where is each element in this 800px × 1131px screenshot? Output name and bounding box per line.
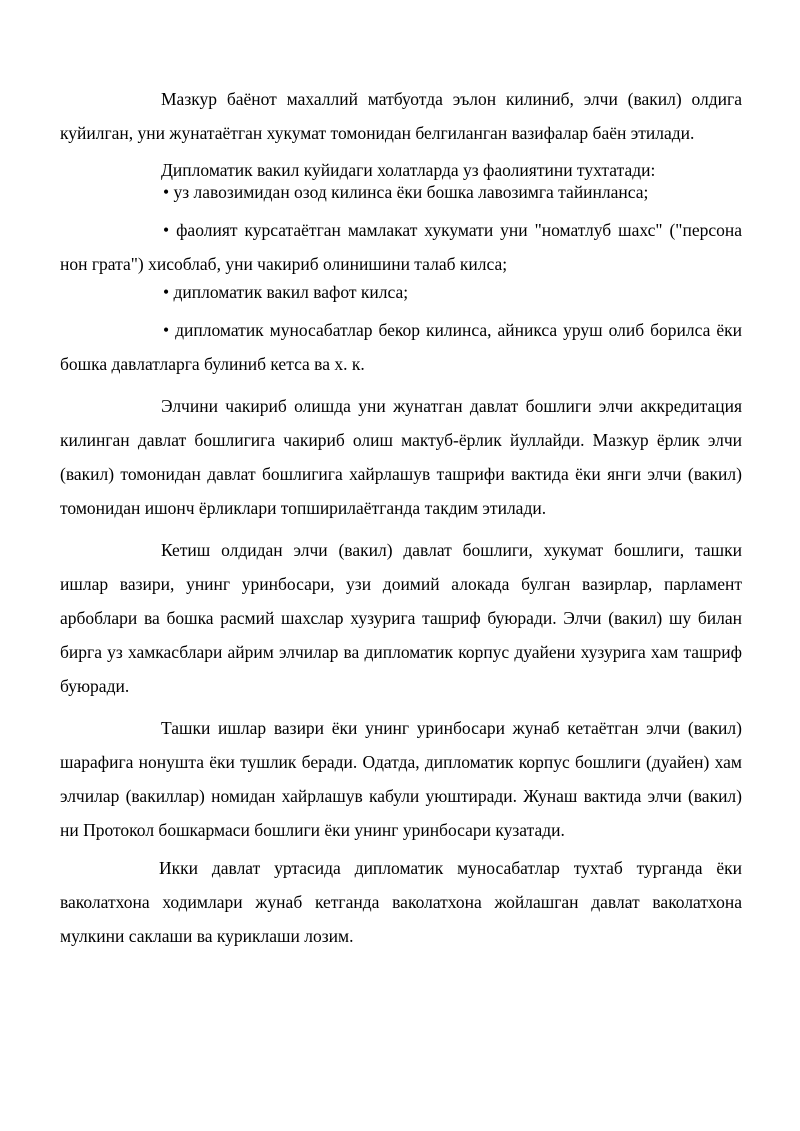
list-item-relations-severed: • дипломатик муносабатлар бекор килинса, айникса уруш олиб борилса ёки бошка давлатларга булиниб кетса ва х. к. — [60, 320, 742, 374]
list-item-dismissed: • уз лавозимидан озод килинса ёки бошка лавозимга тайинланса; — [163, 182, 649, 202]
document-page — [60, 82, 742, 953]
paragraph-termination-intro: Дипломатик вакил куйидаги холатларда уз фаолиятини тухтатади: — [161, 160, 656, 180]
paragraph-embassy-property: Икки давлат уртасида дипломатик муносабатлар тухтаб турганда ёки ваколатхона ходимлари жунаб кетганда ваколатхона жойлашган давлат ваколатхона мулкини саклаши ва куриклаши лозим. — [60, 858, 742, 946]
paragraph-farewell-visits: Кетиш олдидан элчи (вакил) давлат бошлиги, хукумат бошлиги, ташки ишлар вазири, унинг уринбосари, узи доимий алокада булган вазирлар, парламент арбоблари ва бошка расмий шахслар хузурига ташриф буюради. Элчи (вакил) шу билан бирга уз хамкасблари айрим элчилар ва дипломатик корпус дуайени хузурига хам ташриф буюради. — [60, 540, 742, 696]
paragraph-statement-published: Мазкур баёнот махаллий матбуотда эълон килиниб, элчи (вакил) олдига куйилган, уни жунатаётган хукумат томонидан белгиланган вазифалар баён этилади. — [60, 89, 742, 143]
list-item-deceased: • дипломатик вакил вафот килса; — [163, 282, 409, 302]
list-item-persona-non-grata: • фаолият курсатаётган мамлакат хукумати уни "номатлуб шахс" ("персона нон грата") хисоблаб, уни чакириб олинишини талаб килса; — [60, 220, 742, 274]
paragraph-recall-letter: Элчини чакириб олишда уни жунатган давлат бошлиги элчи аккредитация килинган давлат бошлигига чакириб олиш мактуб-ёрлик йуллайди. Мазкур ёрлик элчи (вакил) томонидан давлат бошлигига хайрлашув ташрифи вактида ёки янги элчи (вакил) томонидан ишонч ёрликлари топширилаётганда такдим этилади. — [60, 396, 742, 518]
paragraph-farewell-reception: Ташки ишлар вазири ёки унинг уринбосари жунаб кетаётган элчи (вакил) шарафига нонушта ёки тушлик беради. Одатда, дипломатик корпус бошлиги (дуайен) хам элчилар (вакиллар) номидан хайрлашув кабули уюштиради. Жунаш вактида элчи (вакил) ни Протокол бошкармаси бошлиги ёки унинг уринбосари кузатади. — [60, 718, 742, 840]
